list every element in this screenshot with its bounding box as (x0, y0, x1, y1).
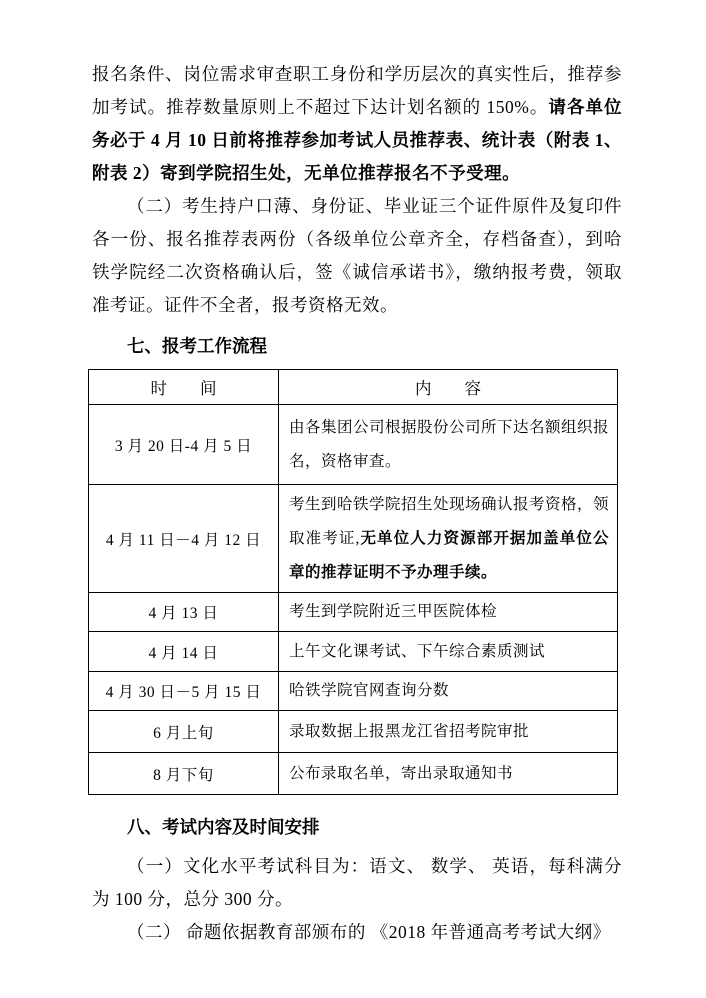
schedule-content-cell (279, 485, 618, 593)
schedule-content-cell (279, 593, 618, 632)
schedule-content-text: 考生到学院附近三甲医院体检 (289, 603, 498, 620)
schedule-time-cell: 3 月 20 日-4 月 5 日 (89, 405, 279, 485)
schedule-content-bold-text: 无单位人力资源部开据加盖单位公章的推荐证明不予办理手续。 (289, 529, 609, 581)
schedule-time-cell: 8 月下旬 (89, 753, 279, 795)
schedule-content-text: 由各集团公司根据股份公司所下达名额组织报名，资格审查。 (289, 418, 610, 470)
schedule-content-text: 哈铁学院官网查询分数 (289, 682, 450, 699)
paragraph-recommendation-rules-bold-text: 请各单位务必于 4 月 10 日前将推荐参加考试人员推荐表、统计表（附表 1、附表 2）寄到学院招生处，无单位推荐报名不予受理。 (92, 97, 623, 183)
schedule-row-confirmation (89, 485, 618, 593)
schedule-time-cell: 4 月 14 日 (89, 632, 279, 672)
paragraph-exam-outline: （二） 命题依据教育部颁布的 《2018 年普通高考考试大纲》 (127, 922, 611, 942)
schedule-content-cell (279, 753, 618, 795)
schedule-content-cell (279, 632, 618, 672)
schedule-time-cell: 4 月 11 日－4 月 12 日 (89, 485, 279, 593)
schedule-row-exam-day (89, 632, 618, 672)
schedule-time-cell: 4 月 13 日 (89, 593, 279, 632)
schedule-content-cell (279, 672, 618, 711)
schedule-content-text: 上午文化课考试、下午综合素质测试 (289, 642, 546, 660)
schedule-content-cell (279, 711, 618, 753)
schedule-row-registration (89, 405, 618, 485)
schedule-table (88, 369, 618, 795)
schedule-time-cell: 4 月 30 日－5 月 15 日 (89, 672, 279, 711)
schedule-time-cell: 6 月上旬 (89, 711, 279, 753)
schedule-content-text: 公布录取名单，寄出录取通知书 (289, 764, 514, 782)
paragraph-recommendation-rules (92, 58, 622, 190)
schedule-row-admission-notice (89, 753, 618, 795)
schedule-row-physical-exam (89, 593, 618, 632)
paragraph-recommendation-rules-text: 报名条件、岗位需求审查职工身份和学历层次的真实性后，推荐参加考试。推荐数量原则上不超过下达计划名额的 150%。 (92, 64, 622, 117)
schedule-content-cell (279, 405, 618, 485)
schedule-row-score-query (89, 672, 618, 711)
schedule-content-text: 录取数据上报黑龙江省招考院审批 (289, 722, 530, 740)
section-8-heading: 八、考试内容及时间安排 (127, 817, 320, 837)
schedule-row-admission-approval (89, 711, 618, 753)
schedule-header-content: 内 容 (279, 370, 618, 405)
schedule-content-text: 考生到哈铁学院招生处现场确认报考资格，领取准考证, (289, 495, 610, 547)
paragraph-candidate-documents: （二）考生持户口薄、身份证、毕业证三个证件原件及复印件各一份、报名推荐表两份（各级单位公章齐全，存档备查），到哈铁学院经二次资格确认后，签《诚信承诺书》，缴纳报考费，领取准考证。证件不全者，报考资格无效。 (92, 196, 622, 315)
paragraph-exam-subjects: （一）文化水平考试科目为：语文、 数学、 英语，每科满分为 100 分，总分 300 分。 (92, 856, 622, 909)
section-7-heading: 七、报考工作流程 (127, 336, 267, 356)
schedule-header-row (89, 370, 618, 405)
schedule-header-time: 时 间 (89, 370, 279, 405)
